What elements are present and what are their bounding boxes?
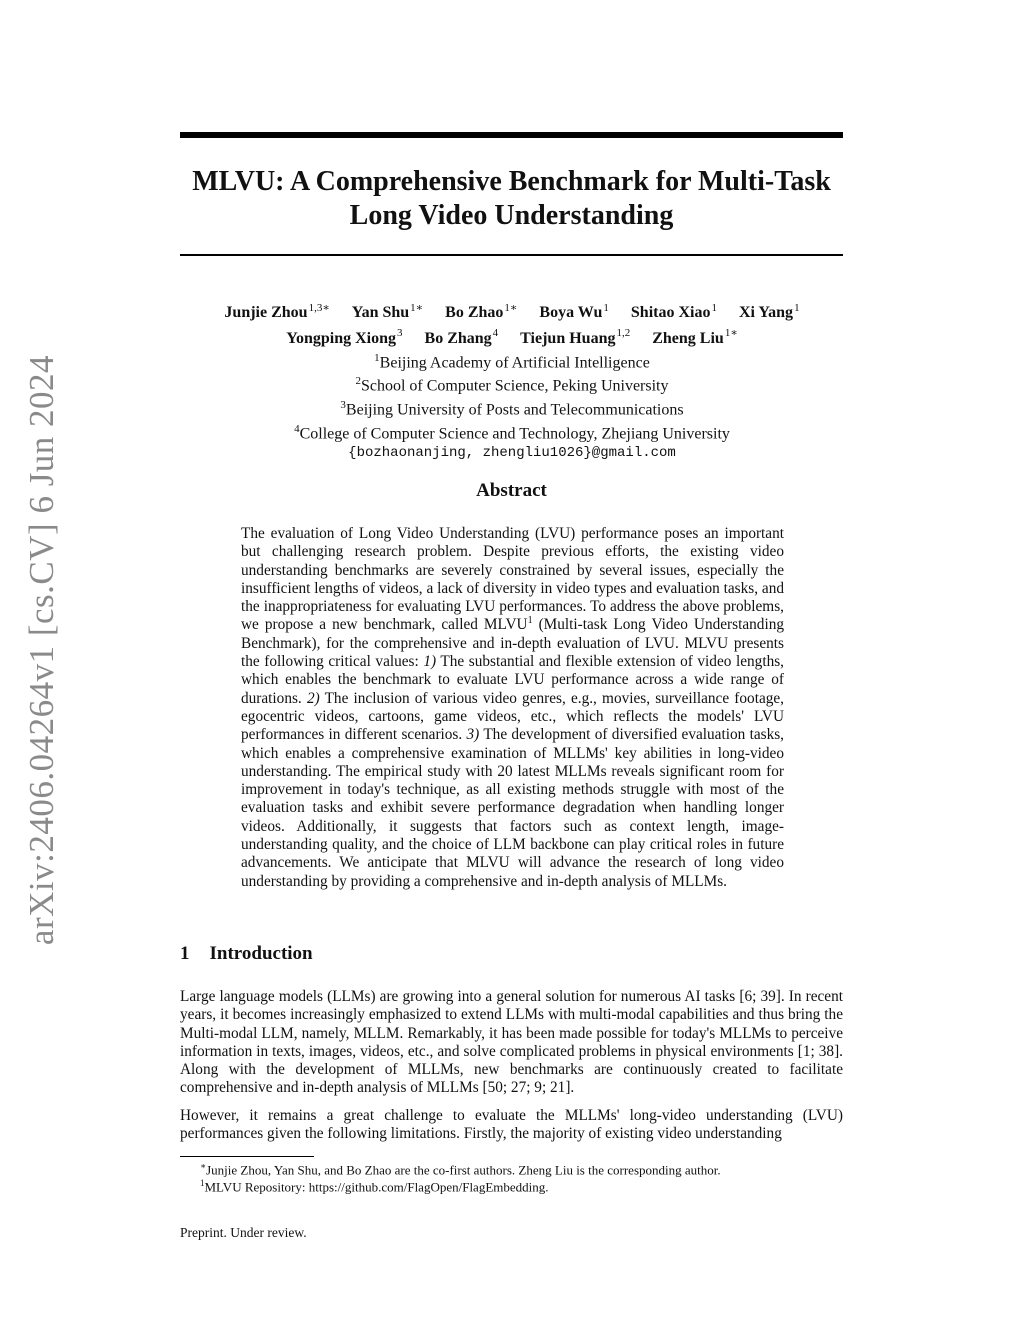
footnote-rule: [180, 1156, 314, 1157]
author-row-1: [150, 298, 874, 323]
intro-paragraph-2: However, it remains a great challenge to evaluate the MLLMs' long-video understanding (LVU) performances given the following limitations. Firstly, the majority of existing video understanding: [180, 1107, 843, 1143]
author-block: [150, 298, 874, 463]
title-rule-top: [180, 132, 843, 138]
title-line-2: Long Video Understanding: [349, 200, 674, 231]
abstract-text: The evaluation of Long Video Understanding (LVU) performance poses an important but challenging research problem. Despite previous efforts, the existing video understanding benchmarks are severely constrained by several issues, especially the insufficient lengths of videos, a lack of diversity in video types and evaluation tasks, and the inappropriateness for evaluating LVU performances. To address the above problems, we propose a new benchmark, called MLVU$^1$ (Multi-task Long Video Understanding Benchmark), for the comprehensive and in-depth evaluation of LVU. MLVU presents the following critical values: 1) The substantial and flexible extension of video lengths, which enables the benchmark to evaluate LVU performance across a wide range of durations. 2) The inclusion of various video genres, e.g., movies, surveillance footage, egocentric videos, cartoons, game videos, etc., which reflects the models' LVU performances in different scenarios. 3) The development of diversified evaluation tasks, which enables a comprehensive examination of MLLMs' key abilities in long-video understanding. The empirical study with 20 latest MLLMs reveals significant room for improvement in today's technique, as all existing methods struggle with most of the evaluation tasks and exhibit severe performance degradation when handling longer videos. Additionally, it suggests that factors such as context length, image-understanding quality, and the choice of LLM backbone can play critical roles in future advancements. We anticipate that MLVU will advance the research of long video understanding by providing a comprehensive and in-depth analysis of MLLMs.: [241, 525, 784, 890]
arxiv-stamp-text: arXiv:2406.04264v1 [cs.CV] 6 Jun 2024: [22, 354, 61, 946]
affiliation: $^4$College of Computer Science and Technology, Zhejiang University: [294, 423, 730, 443]
author: Boya Wu$^1$: [539, 302, 609, 322]
author: Shitao Xiao$^1$: [630, 302, 717, 322]
paper-title: [160, 165, 863, 233]
arxiv-stamp: [12, 354, 72, 946]
author: Bo Zhang$^4$: [424, 327, 499, 347]
author-row-2: [150, 323, 874, 348]
title-rule-bottom: [180, 254, 843, 256]
section-heading-introduction: 1 Introduction: [180, 943, 313, 964]
author: Yan Shu$^{1∗}$: [351, 302, 424, 322]
preprint-footer: Preprint. Under review.: [180, 1225, 307, 1240]
author: Xi Yang$^1$: [738, 302, 800, 322]
footnote-cofirst: ∗Junjie Zhou, Yan Shu, and Bo Zhao are the co-first authors. Zheng Liu is the corresponding author.: [200, 1161, 721, 1178]
author: Zheng Liu$^{1∗}$: [652, 327, 738, 347]
author: Yongping Xiong$^3$: [286, 327, 403, 347]
footnote-repository: $^1$MLVU Repository: https://github.com/FlagOpen/FlagEmbedding.: [200, 1178, 549, 1195]
intro-paragraph-1: Large language models (LLMs) are growing into a general solution for numerous AI tasks [6; 39]. In recent years, it becomes increasingly emphasized to extend LLMs with multi-modal capabilities and thus bring the Multi-modal LLM, namely, MLLM. Remarkably, it has been made possible for today's MLLMs to perceive information in texts, images, videos, etc., and solve complicated problems in physical environments [1; 38]. Along with the development of MLLMs, new benchmarks are continuously created to facilitate comprehensive and in-depth analysis of MLLMs [50; 27; 9; 21].: [180, 988, 843, 1097]
author: Tiejun Huang$^{1,2}$: [520, 327, 631, 347]
author: Bo Zhao$^{1∗}$: [445, 302, 518, 322]
title-line-1: MLVU: A Comprehensive Benchmark for Multi-Task: [192, 166, 831, 197]
abstract-heading: Abstract: [476, 480, 547, 501]
affiliation: $^1$Beijing Academy of Artificial Intelligence: [374, 351, 650, 371]
affiliation: $^2$School of Computer Science, Peking University: [355, 375, 669, 395]
author: Junjie Zhou$^{1,3∗}$: [224, 302, 330, 322]
contact-email: {bozhaonanjing, zhengliu1026}@gmail.com: [348, 444, 676, 461]
affiliation: $^3$Beijing University of Posts and Telecommunications: [340, 399, 684, 419]
